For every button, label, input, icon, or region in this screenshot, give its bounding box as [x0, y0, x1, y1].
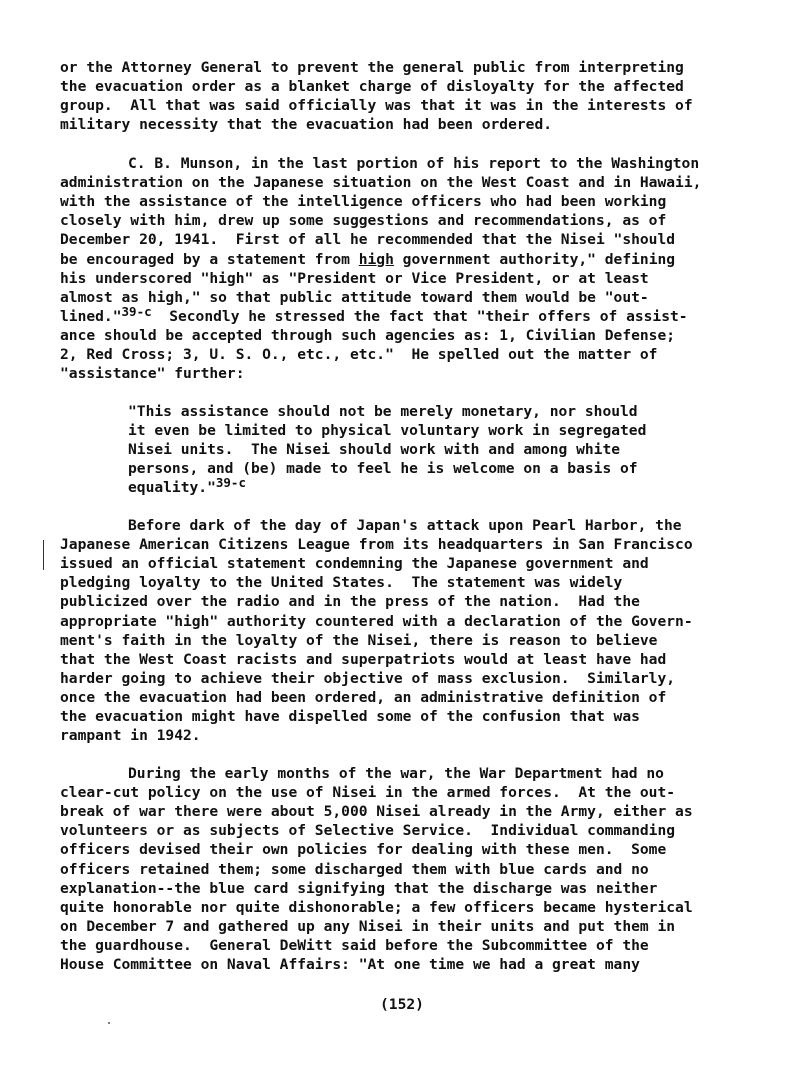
text-line: volunteers or as subjects of Selective Service. Individual commanding [60, 822, 676, 840]
text-line: rampant in 1942. [60, 727, 201, 745]
page-number: (152) [380, 996, 424, 1013]
text-line: Before dark of the day of Japan's attack upon Pearl Harbor, the [128, 517, 682, 534]
text-line: issued an official statement condemning the Japanese government and [60, 555, 649, 573]
text-line: ment's faith in the loyalty of the Nisei, there is reason to believe [60, 631, 658, 649]
text-line: During the early months of the war, the War Department had no [128, 765, 664, 782]
text-line: ance should be accepted through such agencies as: 1, Civilian Defense; [60, 326, 676, 344]
text-line: administration on the Japanese situation on the West Coast and in Hawaii, [60, 174, 702, 192]
text-line: quite honorable nor quite dishonorable; a few officers became hysterical [60, 898, 693, 916]
text-line: "assistance" further: [60, 365, 245, 383]
footnote-reference: 39-c [215, 475, 246, 491]
text-line: 2, Red Cross; 3, U. S. O., etc., etc." He spelled out the matter of [60, 346, 658, 363]
text-line: harder going to achieve their objective of mass exclusion. Similarly, [60, 669, 676, 687]
text-line: be encouraged by a statement from high government authority," defining [60, 250, 676, 268]
text-line: with the assistance of the intelligence officers who had been working [60, 193, 667, 211]
text-line: persons, and (be) made to feel he is welcome on a basis of [128, 460, 638, 478]
text-line: House Committee on Naval Affairs: "At one time we had a great many [60, 956, 640, 973]
text-line: the evacuation might have dispelled some of the confusion that was [60, 708, 640, 725]
text-line: officers retained them; some discharged them with blue cards and no [60, 860, 649, 878]
text-line: Japanese American Citizens League from its headquarters in San Francisco [60, 536, 693, 554]
text-line: closely with him, drew up some suggestions and recommendations, as of [60, 212, 667, 230]
text-line: explanation--the blue card signifying that the discharge was neither [60, 879, 658, 897]
text-line: his underscored "high" as "President or Vice President, or at least [60, 269, 649, 287]
text-line: group. All that was said officially was that it was in the interests of [60, 97, 693, 115]
text-line: almost as high," so that public attitude toward them would be "out- [60, 288, 649, 306]
footnote-reference: 39-c [121, 303, 152, 319]
text-line: lined."39-c Secondly he stressed the fact that "their offers of assist- [60, 303, 688, 325]
text-line: C. B. Munson, in the last portion of his report to the Washington [128, 155, 700, 172]
text-line: the guardhouse. General DeWitt said before the Subcommittee of the [60, 936, 649, 954]
text-line: officers devised their own policies for dealing with these men. Some [60, 841, 667, 859]
text-line: clear-cut policy on the use of Nisei in the armed forces. At the out- [60, 784, 676, 802]
text-line: that the West Coast racists and superpatriots would at least have had [60, 650, 667, 668]
margin-revision-bar [43, 540, 44, 570]
text-line: or the Attorney General to prevent the general public from interpreting [60, 59, 684, 76]
text-line: Nisei units. The Nisei should work with and among white [128, 441, 621, 459]
text-line: pledging loyalty to the United States. The statement was widely [60, 574, 623, 592]
text-line: appropriate "high" authority countered with a declaration of the Govern- [60, 612, 693, 630]
text-line: equality."39-c [128, 475, 246, 497]
text-line: "This assistance should not be merely monetary, nor should [128, 403, 638, 420]
text-line: publicized over the radio and in the press of the nation. Had the [60, 593, 640, 611]
text-line: once the evacuation had been ordered, an administrative definition of [60, 688, 667, 706]
text-line: on December 7 and gathered up any Nisei in their units and put them in [60, 917, 676, 935]
text-line: it even be limited to physical voluntary work in segregated [128, 422, 647, 440]
text-line: military necessity that the evacuation had been ordered. [60, 116, 553, 134]
stray-mark [108, 1022, 110, 1024]
text-line: break of war there were about 5,000 Nisei already in the Army, either as [60, 803, 693, 821]
text-line: December 20, 1941. First of all he recommended that the Nisei "should [60, 231, 676, 249]
underlined-word: high [358, 250, 394, 268]
text-line: the evacuation order as a blanket charge of disloyalty for the affected [60, 78, 684, 96]
